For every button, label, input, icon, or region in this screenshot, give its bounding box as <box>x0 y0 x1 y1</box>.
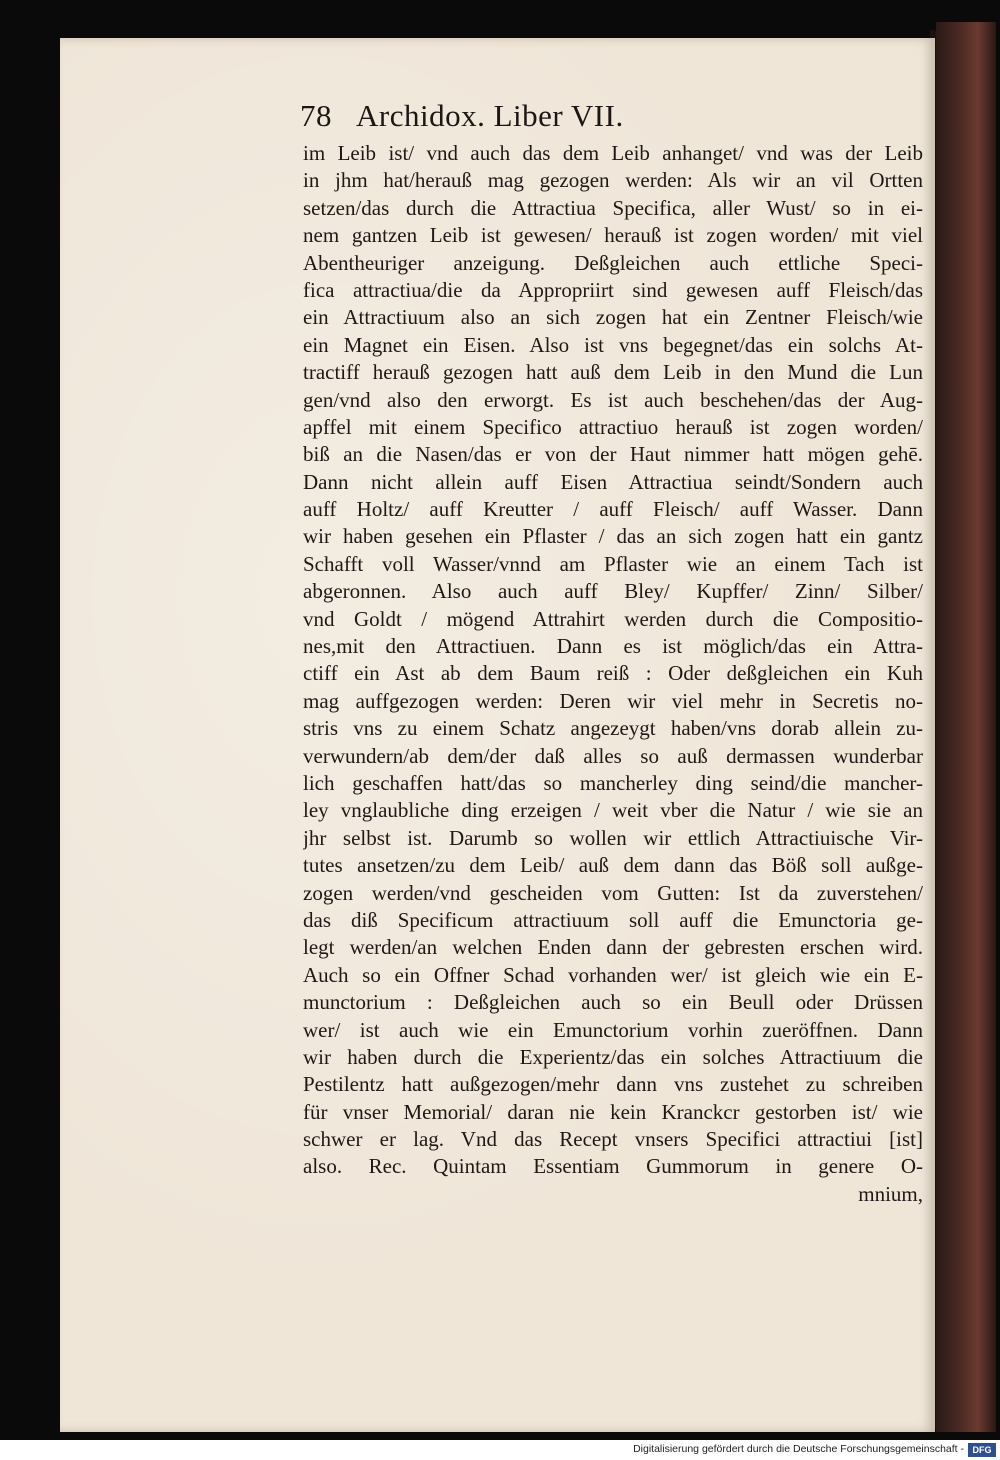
text-line: mag auffgezogen werden: Deren wir viel mehr in Secretis no- <box>303 688 923 713</box>
text-line: jhr selbst ist. Darumb so wollen wir ettlich Attractiuische Vir- <box>303 825 923 850</box>
text-line: in jhm hat/herauß mag gezogen werden: Als wir an vil Ortten <box>303 168 923 193</box>
text-line: lich geschaffen hatt/das so mancherley ding seind/die mancher- <box>303 770 923 795</box>
text-line: wer/ ist auch wie ein Emunctorium vorhin zueröffnen. Dann <box>303 1017 923 1042</box>
text-line: mnium, <box>858 1181 923 1206</box>
text-line: wir haben gesehen ein Pflaster / das an sich zogen hatt ein gantz <box>303 524 923 549</box>
text-line: für vnser Memorial/ daran nie kein Kranckcr gestorben ist/ wie <box>303 1099 923 1124</box>
text-line: verwundern/ab dem/der daß alles so auß dermassen wunderbar <box>303 743 923 768</box>
text-line: abgeronnen. Also auch auff Bley/ Kupffer/ Zinn/ Silber/ <box>303 579 923 604</box>
text-line: gen/vnd also den erworgt. Es ist auch beschehen/das der Aug- <box>303 387 923 412</box>
text-line: tractiff herauß gezogen hatt auß dem Leib in den Mund die Lun <box>303 360 923 385</box>
text-line: fica attractiua/die da Appropriirt sind gewesen auff Fleisch/das <box>303 277 923 302</box>
text-line: Schafft voll Wasser/vnnd am Pflaster wie an einem Tach ist <box>303 551 923 576</box>
text-line: setzen/das durch die Attractiua Specifica, aller Wust/ so in ei- <box>303 195 923 220</box>
text-line: zogen werden/vnd gescheiden vom Gutten: Ist da zuverstehen/ <box>303 880 923 905</box>
text-line: tutes ansetzen/zu dem Leib/ auß dem dann das Böß soll außge- <box>303 853 923 878</box>
text-line: ley vnglaubliche ding erzeigen / weit vber die Natur / wie sie an <box>303 798 923 823</box>
text-line: munctorium : Deßgleichen auch so ein Beull oder Drüssen <box>303 990 923 1015</box>
text-line: wir haben durch die Experientz/das ein solches Attractiuum die <box>303 1044 923 1069</box>
text-line: biß an die Nasen/das er von der Haut nimmer hatt mögen gehē. <box>303 442 923 467</box>
digitization-footer <box>0 1440 1000 1460</box>
page-number: 78 <box>300 98 332 133</box>
running-header <box>300 98 780 138</box>
text-line: Abentheuriger anzeigung. Deßgleichen auch ettliche Speci- <box>303 250 923 275</box>
text-line: apffel mit einem Specifico attractiuo herauß ist zogen worden/ <box>303 414 923 439</box>
text-line: Pestilentz hatt außgezogen/mehr dann vns zustehet zu schreiben <box>303 1072 923 1097</box>
book-cover-board <box>936 22 996 1432</box>
text-line: vnd Goldt / mögend Attrahirt werden durch die Compositio- <box>303 606 923 631</box>
text-line: ein Magnet ein Eisen. Also ist vns begegnet/das ein solchs At- <box>303 332 923 357</box>
text-line: im Leib ist/ vnd auch das dem Leib anhanget/ vnd was der Leib <box>303 141 923 165</box>
text-line: nes,mit den Attractiuen. Dann es ist möglich/das ein Attra- <box>303 634 923 659</box>
text-line: Dann nicht allein auff Eisen Attractiua seindt/Sondern auch <box>303 469 923 494</box>
text-line: ctiff ein Ast ab dem Baum reiß : Oder deßgleichen ein Kuh <box>303 661 923 686</box>
funding-credit: Digitalisierung gefördert durch die Deutsche Forschungsgemeinschaft - <box>633 1443 964 1455</box>
text-line: legt werden/an welchen Enden dann der gebresten erschen wird. <box>303 935 923 960</box>
text-line: auff Holtz/ auff Kreutter / auff Fleisch/ auff Wasser. Dann <box>303 497 923 522</box>
page-text <box>303 140 923 1208</box>
text-line: das diß Specificum attractiuum soll auff die Emunctoria ge- <box>303 907 923 932</box>
text-line: schwer er lag. Vnd das Recept vnsers Specifici attractiui [ist] <box>303 1127 923 1152</box>
text-line: stris vns zu einem Schatz angezeygt haben/vns dorab allein zu- <box>303 716 923 741</box>
text-line: nem gantzen Leib ist gewesen/ herauß ist zogen worden/ mit viel <box>303 223 923 248</box>
text-line: ein Attractiuum also an sich zogen hat ein Zentner Fleisch/wie <box>303 305 923 330</box>
running-title: Archidox. Liber VII. <box>356 98 624 133</box>
dfg-logo: DFG <box>968 1443 996 1457</box>
text-line: also. Rec. Quintam Essentiam Gummorum in genere O- <box>303 1154 923 1179</box>
text-line: Auch so ein Offner Schad vorhanden wer/ ist gleich wie ein E- <box>303 962 923 987</box>
